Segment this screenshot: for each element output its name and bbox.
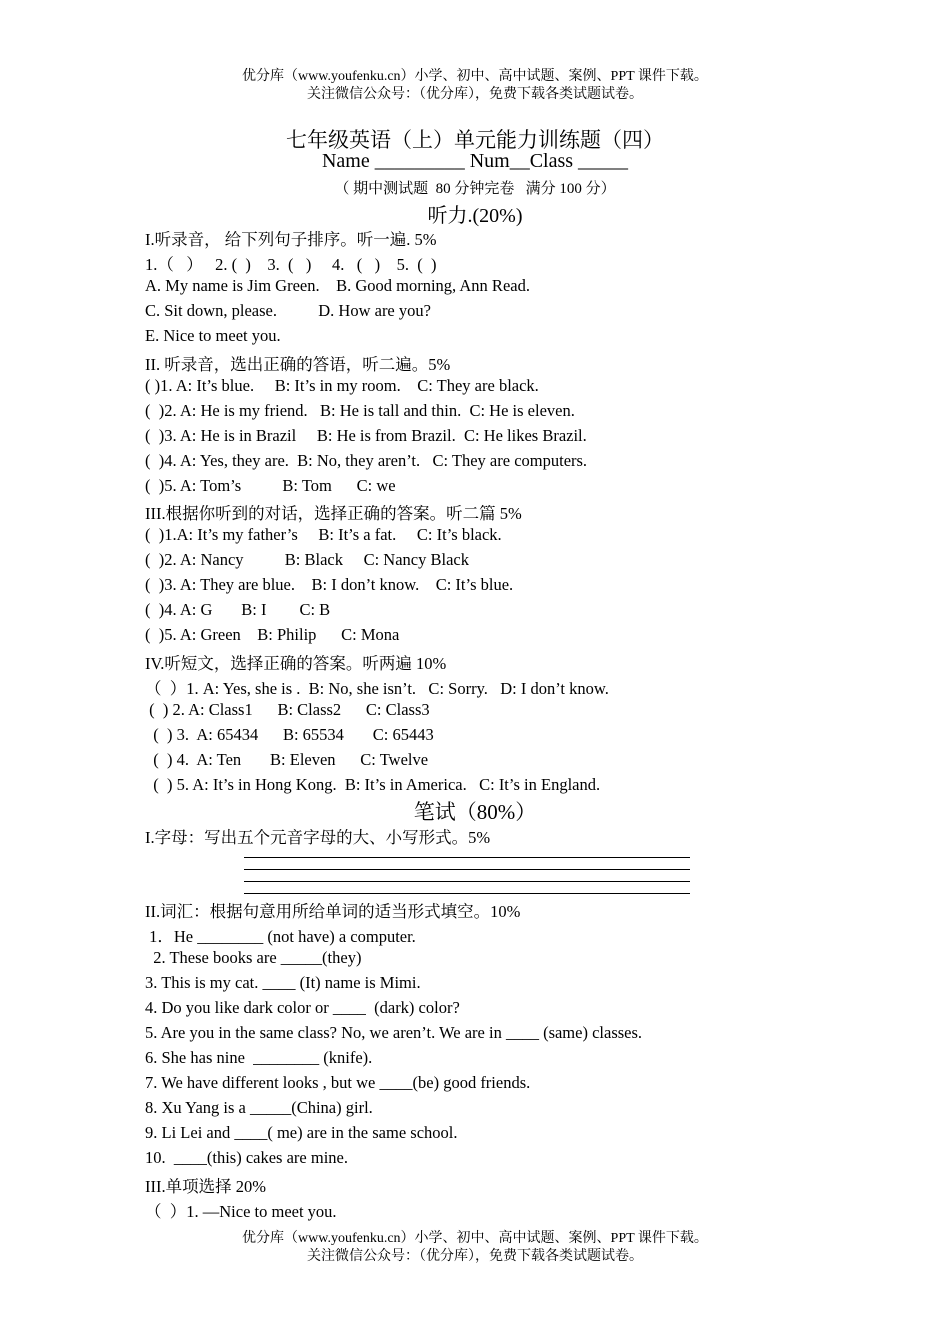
part3-question: ( )2. A: Nancy B: Black C: Nancy Black — [145, 550, 469, 569]
part4-question: ( ) 3. A: 65434 B: 65534 C: 65443 — [145, 725, 434, 744]
answer-line[interactable] — [244, 881, 690, 882]
part3-question: ( )3. A: They are blue. B: I don’t know. C: It’s blue. — [145, 575, 514, 594]
written3-heading: III.单项选择 20% — [145, 1177, 266, 1196]
answer-line[interactable] — [244, 869, 690, 870]
part1-heading: I.听录音， 给下列句子排序。听一遍. 5% — [145, 230, 437, 249]
vocab-item: 2. These books are _____(they) — [145, 948, 362, 967]
part4-question: （ ）1. A: Yes, she is . B: No, she isn’t. C: Sorry. D: I don’t know. — [145, 679, 609, 698]
part2-question: ( )3. A: He is in Brazil B: He is from Brazil. C: He likes Brazil. — [145, 426, 587, 445]
answer-line[interactable] — [244, 893, 690, 894]
part2-question: ( )2. A: He is my friend. B: He is tall and thin. C: He is eleven. — [145, 401, 575, 420]
written1-heading: I.字母：写出五个元音字母的大、小写形式。5% — [145, 828, 491, 847]
exam-info: （ 期中测试题 80 分钟完卷 满分 100 分） — [334, 181, 616, 197]
vocab-item: 6. She has nine ________ (knife). — [145, 1048, 373, 1067]
part1-line: A. My name is Jim Green. B. Good morning, Ann Read. — [145, 276, 530, 295]
name-line: Name _________ Num__Class _____ — [321, 150, 629, 172]
footer-line-1: 优分库（www.youfenku.cn）小学、初中、高中试题、案例、PPT 课件下载。 — [242, 1231, 708, 1246]
part1-line: E. Nice to meet you. — [145, 326, 281, 345]
part2-heading: II. 听录音，选出正确的答语，听二遍。5% — [145, 355, 451, 374]
written2-heading: II.词汇：根据句意用所给单词的适当形式填空。10% — [145, 902, 521, 921]
vocab-item: 4. Do you like dark color or ____ (dark) color? — [145, 998, 460, 1017]
header-line-1: 优分库（www.youfenku.cn）小学、初中、高中试题、案例、PPT 课件下载。 — [242, 69, 708, 84]
vocab-item: 7. We have different looks , but we ____(be) good friends. — [145, 1073, 531, 1092]
part2-question: ( )5. A: Tom’s B: Tom C: we — [145, 476, 396, 495]
written-heading: 笔试（80%） — [413, 800, 537, 824]
part2-question: ( )1. A: It’s blue. B: It’s in my room. C: They are black. — [145, 376, 539, 395]
vocab-item: 9. Li Lei and ____( me) are in the same school. — [145, 1123, 458, 1142]
vocab-item: 8. Xu Yang is a _____(China) girl. — [145, 1098, 373, 1117]
part4-question: ( ) 2. A: Class1 B: Class2 C: Class3 — [145, 700, 430, 719]
listening-heading: 听力.(20%) — [427, 205, 523, 227]
footer-line-2: 关注微信公众号：（优分库），免费下载各类试题试卷。 — [307, 1249, 643, 1264]
part3-question: ( )1.A: It’s my father’s B: It’s a fat. C: It’s black. — [145, 525, 502, 544]
part1-line: C. Sit down, please. D. How are you? — [145, 301, 431, 320]
vocab-item: 1．He ________ (not have) a computer. — [145, 927, 416, 946]
vocab-item: 10. ____(this) cakes are mine. — [145, 1148, 348, 1167]
header-line-2: 关注微信公众号：（优分库），免费下载各类试题试卷。 — [307, 87, 643, 102]
part3-question: ( )5. A: Green B: Philip C: Mona — [145, 625, 400, 644]
part4-heading: IV.听短文，选择正确的答案。听两遍 10% — [145, 654, 447, 673]
part3-question: ( )4. A: G B: I C: B — [145, 600, 331, 619]
vocab-item: 3. This is my cat. ____ (It) name is Mimi. — [145, 973, 421, 992]
page-title: 七年级英语（上）单元能力训练题（四） — [286, 128, 664, 152]
vocab-item: 5. Are you in the same class? No, we aren’t. We are in ____ (same) classes. — [145, 1023, 643, 1042]
part4-question: ( ) 4. A: Ten B: Eleven C: Twelve — [145, 750, 429, 769]
part3-heading: III.根据你听到的对话，选择正确的答案。听二篇 5% — [145, 504, 522, 523]
part2-question: ( )4. A: Yes, they are. B: No, they aren’t. C: They are computers. — [145, 451, 588, 470]
answer-line[interactable] — [244, 857, 690, 858]
choice-question: （ ）1. —Nice to meet you. — [145, 1202, 337, 1221]
part4-question: ( ) 5. A: It’s in Hong Kong. B: It’s in America. C: It’s in England. — [145, 775, 601, 794]
part1-line: 1.（ ） 2. ( ) 3. ( ) 4. ( ) 5. ( ) — [145, 255, 437, 274]
